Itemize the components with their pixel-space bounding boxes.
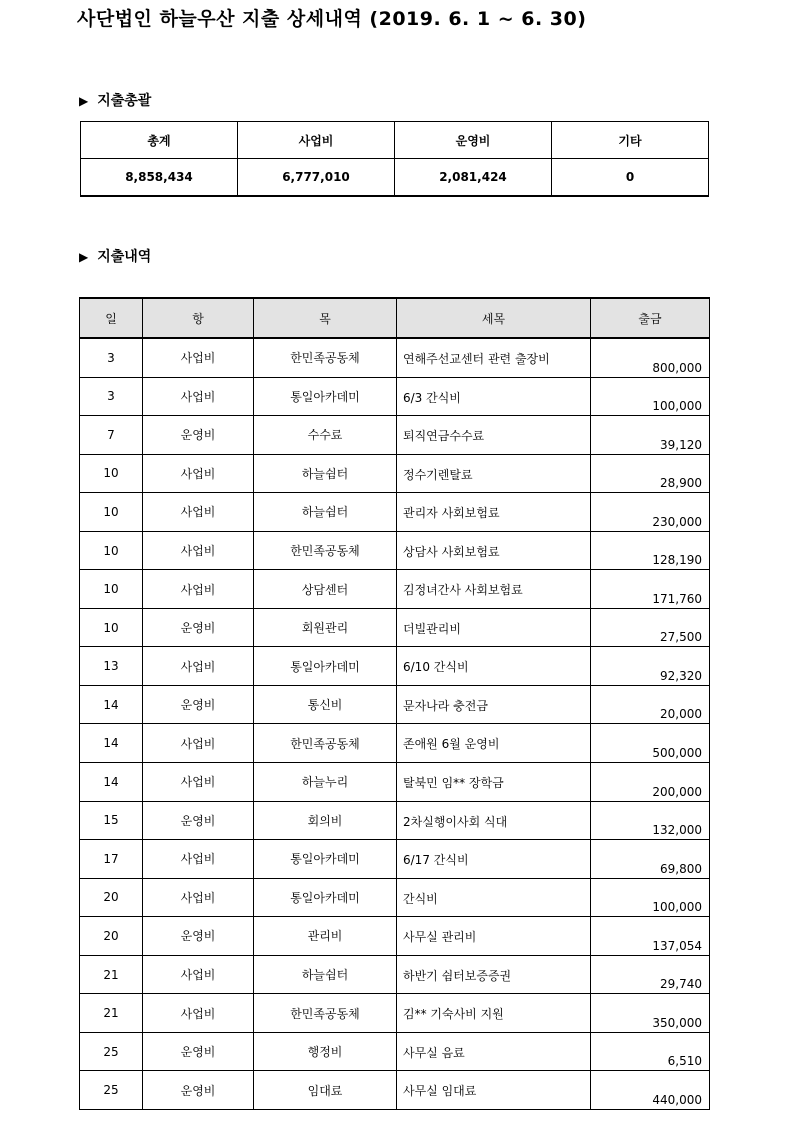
category-cell: 사업비 bbox=[143, 531, 254, 570]
subitem-cell: 탈북민 임** 장학금 bbox=[397, 763, 591, 802]
category-cell: 사업비 bbox=[143, 647, 254, 686]
detail-table bbox=[79, 297, 710, 1110]
item-cell: 하늘쉼터 bbox=[254, 454, 397, 493]
item-cell: 수수료 bbox=[254, 416, 397, 455]
summary-table bbox=[80, 121, 709, 197]
day-cell: 10 bbox=[80, 454, 143, 493]
category-cell: 사업비 bbox=[143, 454, 254, 493]
detail-table-body bbox=[80, 338, 710, 1109]
category-cell: 사업비 bbox=[143, 878, 254, 917]
table-row bbox=[80, 493, 710, 532]
subitem-cell: 6/10 간식비 bbox=[397, 647, 591, 686]
item-cell: 행정비 bbox=[254, 1032, 397, 1071]
subitem-cell: 2차실행이사회 식대 bbox=[397, 801, 591, 840]
item-cell: 회원관리 bbox=[254, 608, 397, 647]
item-cell: 한민족공동체 bbox=[254, 338, 397, 377]
item-cell: 회의비 bbox=[254, 801, 397, 840]
amount-cell: 92,320 bbox=[591, 647, 710, 686]
category-cell: 사업비 bbox=[143, 994, 254, 1033]
day-cell: 10 bbox=[80, 531, 143, 570]
amount-cell: 20,000 bbox=[591, 685, 710, 724]
day-cell: 20 bbox=[80, 917, 143, 956]
amount-cell: 28,900 bbox=[591, 454, 710, 493]
detail-heading-label: 지출내역 bbox=[97, 249, 152, 265]
item-cell: 한민족공동체 bbox=[254, 531, 397, 570]
detail-header-subitem: 세목 bbox=[397, 298, 591, 338]
amount-cell: 500,000 bbox=[591, 724, 710, 763]
subitem-cell: 연해주선교센터 관련 출장비 bbox=[397, 338, 591, 377]
amount-cell: 29,740 bbox=[591, 955, 710, 994]
summary-header-other: 기타 bbox=[552, 122, 709, 159]
subitem-cell: 하반기 쉼터보증증권 bbox=[397, 955, 591, 994]
category-cell: 사업비 bbox=[143, 338, 254, 377]
amount-cell: 39,120 bbox=[591, 416, 710, 455]
amount-cell: 200,000 bbox=[591, 763, 710, 802]
category-cell: 사업비 bbox=[143, 377, 254, 416]
amount-cell: 27,500 bbox=[591, 608, 710, 647]
item-cell: 임대료 bbox=[254, 1071, 397, 1110]
table-row bbox=[80, 1071, 710, 1110]
item-cell: 한민족공동체 bbox=[254, 994, 397, 1033]
day-cell: 15 bbox=[80, 801, 143, 840]
subitem-cell: 6/17 간식비 bbox=[397, 840, 591, 879]
item-cell: 통일아카데미 bbox=[254, 647, 397, 686]
summary-header-operating: 운영비 bbox=[395, 122, 552, 159]
amount-cell: 230,000 bbox=[591, 493, 710, 532]
table-row bbox=[80, 647, 710, 686]
day-cell: 17 bbox=[80, 840, 143, 879]
subitem-cell: 관리자 사회보험료 bbox=[397, 493, 591, 532]
day-cell: 3 bbox=[80, 338, 143, 377]
amount-cell: 128,190 bbox=[591, 531, 710, 570]
category-cell: 사업비 bbox=[143, 724, 254, 763]
item-cell: 관리비 bbox=[254, 917, 397, 956]
subitem-cell: 김** 기숙사비 지원 bbox=[397, 994, 591, 1033]
category-cell: 사업비 bbox=[143, 570, 254, 609]
category-cell: 사업비 bbox=[143, 493, 254, 532]
summary-header-row bbox=[81, 122, 709, 159]
item-cell: 하늘누리 bbox=[254, 763, 397, 802]
amount-cell: 69,800 bbox=[591, 840, 710, 879]
day-cell: 3 bbox=[80, 377, 143, 416]
day-cell: 10 bbox=[80, 608, 143, 647]
detail-header-row bbox=[80, 298, 710, 338]
amount-cell: 6,510 bbox=[591, 1032, 710, 1071]
summary-header-business: 사업비 bbox=[238, 122, 395, 159]
subitem-cell: 정수기렌탈료 bbox=[397, 454, 591, 493]
category-cell: 운영비 bbox=[143, 1032, 254, 1071]
amount-cell: 132,000 bbox=[591, 801, 710, 840]
table-row bbox=[80, 1032, 710, 1071]
amount-cell: 350,000 bbox=[591, 994, 710, 1033]
day-cell: 21 bbox=[80, 955, 143, 994]
summary-header-total: 총계 bbox=[81, 122, 238, 159]
day-cell: 14 bbox=[80, 724, 143, 763]
triangle-bullet-icon: ▶ bbox=[79, 250, 89, 264]
category-cell: 사업비 bbox=[143, 955, 254, 994]
item-cell: 하늘쉼터 bbox=[254, 493, 397, 532]
item-cell: 통신비 bbox=[254, 685, 397, 724]
table-row bbox=[80, 801, 710, 840]
summary-value-total: 8,858,434 bbox=[81, 159, 238, 197]
subitem-cell: 6/3 간식비 bbox=[397, 377, 591, 416]
day-cell: 14 bbox=[80, 685, 143, 724]
category-cell: 사업비 bbox=[143, 763, 254, 802]
subitem-cell: 사무실 임대료 bbox=[397, 1071, 591, 1110]
day-cell: 21 bbox=[80, 994, 143, 1033]
amount-cell: 137,054 bbox=[591, 917, 710, 956]
summary-section-heading bbox=[79, 90, 151, 110]
table-row bbox=[80, 338, 710, 377]
day-cell: 7 bbox=[80, 416, 143, 455]
item-cell: 통일아카데미 bbox=[254, 878, 397, 917]
table-row bbox=[80, 840, 710, 879]
detail-section-heading bbox=[79, 246, 151, 266]
summary-value-business: 6,777,010 bbox=[238, 159, 395, 197]
subitem-cell: 문자나라 충전금 bbox=[397, 685, 591, 724]
table-row bbox=[80, 763, 710, 802]
detail-header-item: 목 bbox=[254, 298, 397, 338]
item-cell: 상담센터 bbox=[254, 570, 397, 609]
detail-header-amount: 출금 bbox=[591, 298, 710, 338]
summary-value-row bbox=[81, 159, 709, 197]
table-row bbox=[80, 955, 710, 994]
table-row bbox=[80, 570, 710, 609]
subitem-cell: 상담사 사회보험료 bbox=[397, 531, 591, 570]
category-cell: 운영비 bbox=[143, 416, 254, 455]
subitem-cell: 더빌관리비 bbox=[397, 608, 591, 647]
day-cell: 25 bbox=[80, 1032, 143, 1071]
amount-cell: 100,000 bbox=[591, 377, 710, 416]
amount-cell: 100,000 bbox=[591, 878, 710, 917]
subitem-cell: 사무실 음료 bbox=[397, 1032, 591, 1071]
day-cell: 14 bbox=[80, 763, 143, 802]
day-cell: 10 bbox=[80, 493, 143, 532]
table-row bbox=[80, 454, 710, 493]
summary-value-other: 0 bbox=[552, 159, 709, 197]
amount-cell: 171,760 bbox=[591, 570, 710, 609]
amount-cell: 440,000 bbox=[591, 1071, 710, 1110]
category-cell: 운영비 bbox=[143, 917, 254, 956]
table-row bbox=[80, 608, 710, 647]
detail-header-category: 항 bbox=[143, 298, 254, 338]
table-row bbox=[80, 724, 710, 763]
item-cell: 통일아카데미 bbox=[254, 840, 397, 879]
category-cell: 운영비 bbox=[143, 1071, 254, 1110]
table-row bbox=[80, 377, 710, 416]
subitem-cell: 존애원 6월 운영비 bbox=[397, 724, 591, 763]
subitem-cell: 퇴직연금수수료 bbox=[397, 416, 591, 455]
day-cell: 20 bbox=[80, 878, 143, 917]
table-row bbox=[80, 531, 710, 570]
amount-cell: 800,000 bbox=[591, 338, 710, 377]
table-row bbox=[80, 685, 710, 724]
category-cell: 운영비 bbox=[143, 685, 254, 724]
table-row bbox=[80, 878, 710, 917]
page-title: 사단법인 하늘우산 지출 상세내역 (2019. 6. 1 ~ 6. 30) bbox=[77, 8, 587, 30]
summary-value-operating: 2,081,424 bbox=[395, 159, 552, 197]
subitem-cell: 사무실 관리비 bbox=[397, 917, 591, 956]
subitem-cell: 간식비 bbox=[397, 878, 591, 917]
triangle-bullet-icon: ▶ bbox=[79, 94, 89, 108]
day-cell: 25 bbox=[80, 1071, 143, 1110]
day-cell: 13 bbox=[80, 647, 143, 686]
table-row bbox=[80, 917, 710, 956]
subitem-cell: 김정녀간사 사회보험료 bbox=[397, 570, 591, 609]
detail-header-day: 일 bbox=[80, 298, 143, 338]
table-row bbox=[80, 416, 710, 455]
item-cell: 통일아카데미 bbox=[254, 377, 397, 416]
table-row bbox=[80, 994, 710, 1033]
category-cell: 사업비 bbox=[143, 840, 254, 879]
summary-heading-label: 지출총괄 bbox=[97, 93, 152, 109]
category-cell: 운영비 bbox=[143, 608, 254, 647]
category-cell: 운영비 bbox=[143, 801, 254, 840]
item-cell: 하늘쉼터 bbox=[254, 955, 397, 994]
item-cell: 한민족공동체 bbox=[254, 724, 397, 763]
day-cell: 10 bbox=[80, 570, 143, 609]
